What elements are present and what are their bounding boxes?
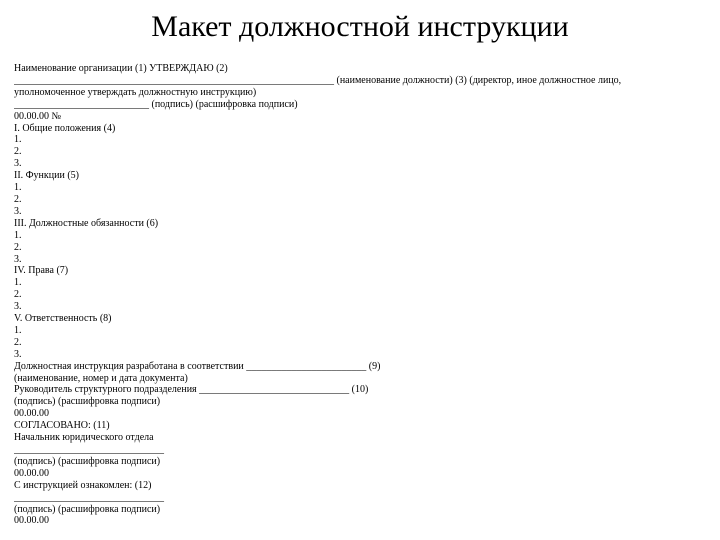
document-line: 3. bbox=[14, 158, 22, 170]
document-line: Наименование организации (1) УТВЕРЖДАЮ (2) bbox=[14, 63, 228, 74]
document-line: (подпись) (расшифровка подписи) bbox=[14, 503, 161, 515]
document-line: 2. bbox=[14, 146, 22, 158]
document-line: 00.00.00 bbox=[14, 408, 49, 420]
document-line: Начальник юридического отдела bbox=[14, 432, 154, 444]
document-line: 00.00.00 bbox=[14, 467, 49, 479]
document-line: (наименование, номер и дата документа) bbox=[14, 372, 188, 384]
document-line: ___________________________ (подпись) (расшифровка подписи) bbox=[14, 98, 298, 110]
document-line: (подпись) (расшифровка подписи) bbox=[14, 455, 161, 467]
document-line: 00.00.00 bbox=[14, 515, 49, 527]
document-line: ________________________________________________________________ (наименование должности) (3) (директор, иное должностное лицо, bbox=[14, 74, 622, 86]
document-line: I. Общие положения (4) bbox=[14, 122, 116, 134]
document-line: уполномоченное утверждать должностную инструкцию) bbox=[14, 86, 257, 98]
page-title: Макет должностной инструкции bbox=[151, 10, 569, 43]
document-line: 1. bbox=[14, 229, 22, 241]
document-line: 2. bbox=[14, 289, 22, 301]
document-line: 2. bbox=[14, 241, 22, 253]
document-line: III. Должностные обязанности (6) bbox=[14, 217, 159, 229]
document-line: 2. bbox=[14, 193, 22, 205]
document-line: II. Функции (5) bbox=[14, 170, 79, 182]
document-line: 3. bbox=[14, 205, 22, 217]
document-line: 3. bbox=[14, 253, 22, 265]
document-line: 1. bbox=[14, 277, 22, 289]
document-line: СОГЛАСОВАНО: (11) bbox=[14, 420, 110, 432]
document-line: 1. bbox=[14, 134, 22, 146]
document-line: ______________________________ bbox=[14, 491, 164, 503]
document-line: IV. Права (7) bbox=[14, 265, 69, 277]
document-line: С инструкцией ознакомлен: (12) bbox=[14, 479, 152, 491]
document-line: Руководитель структурного подразделения ______________________________ (10) bbox=[14, 384, 369, 396]
document-line: 3. bbox=[14, 301, 22, 313]
document-line: 3. bbox=[14, 348, 22, 360]
document-line: 00.00.00 № bbox=[14, 110, 62, 122]
document-line: 2. bbox=[14, 336, 22, 348]
document-line: 1. bbox=[14, 324, 22, 336]
document-line: (подпись) (расшифровка подписи) bbox=[14, 396, 161, 408]
document-body bbox=[14, 63, 704, 527]
document-line: V. Ответственность (8) bbox=[14, 313, 112, 325]
document-line: Должностная инструкция разработана в соответствии ________________________ (9) bbox=[14, 360, 381, 372]
document-line: ______________________________ bbox=[14, 444, 164, 455]
document-line: 1. bbox=[14, 182, 22, 194]
